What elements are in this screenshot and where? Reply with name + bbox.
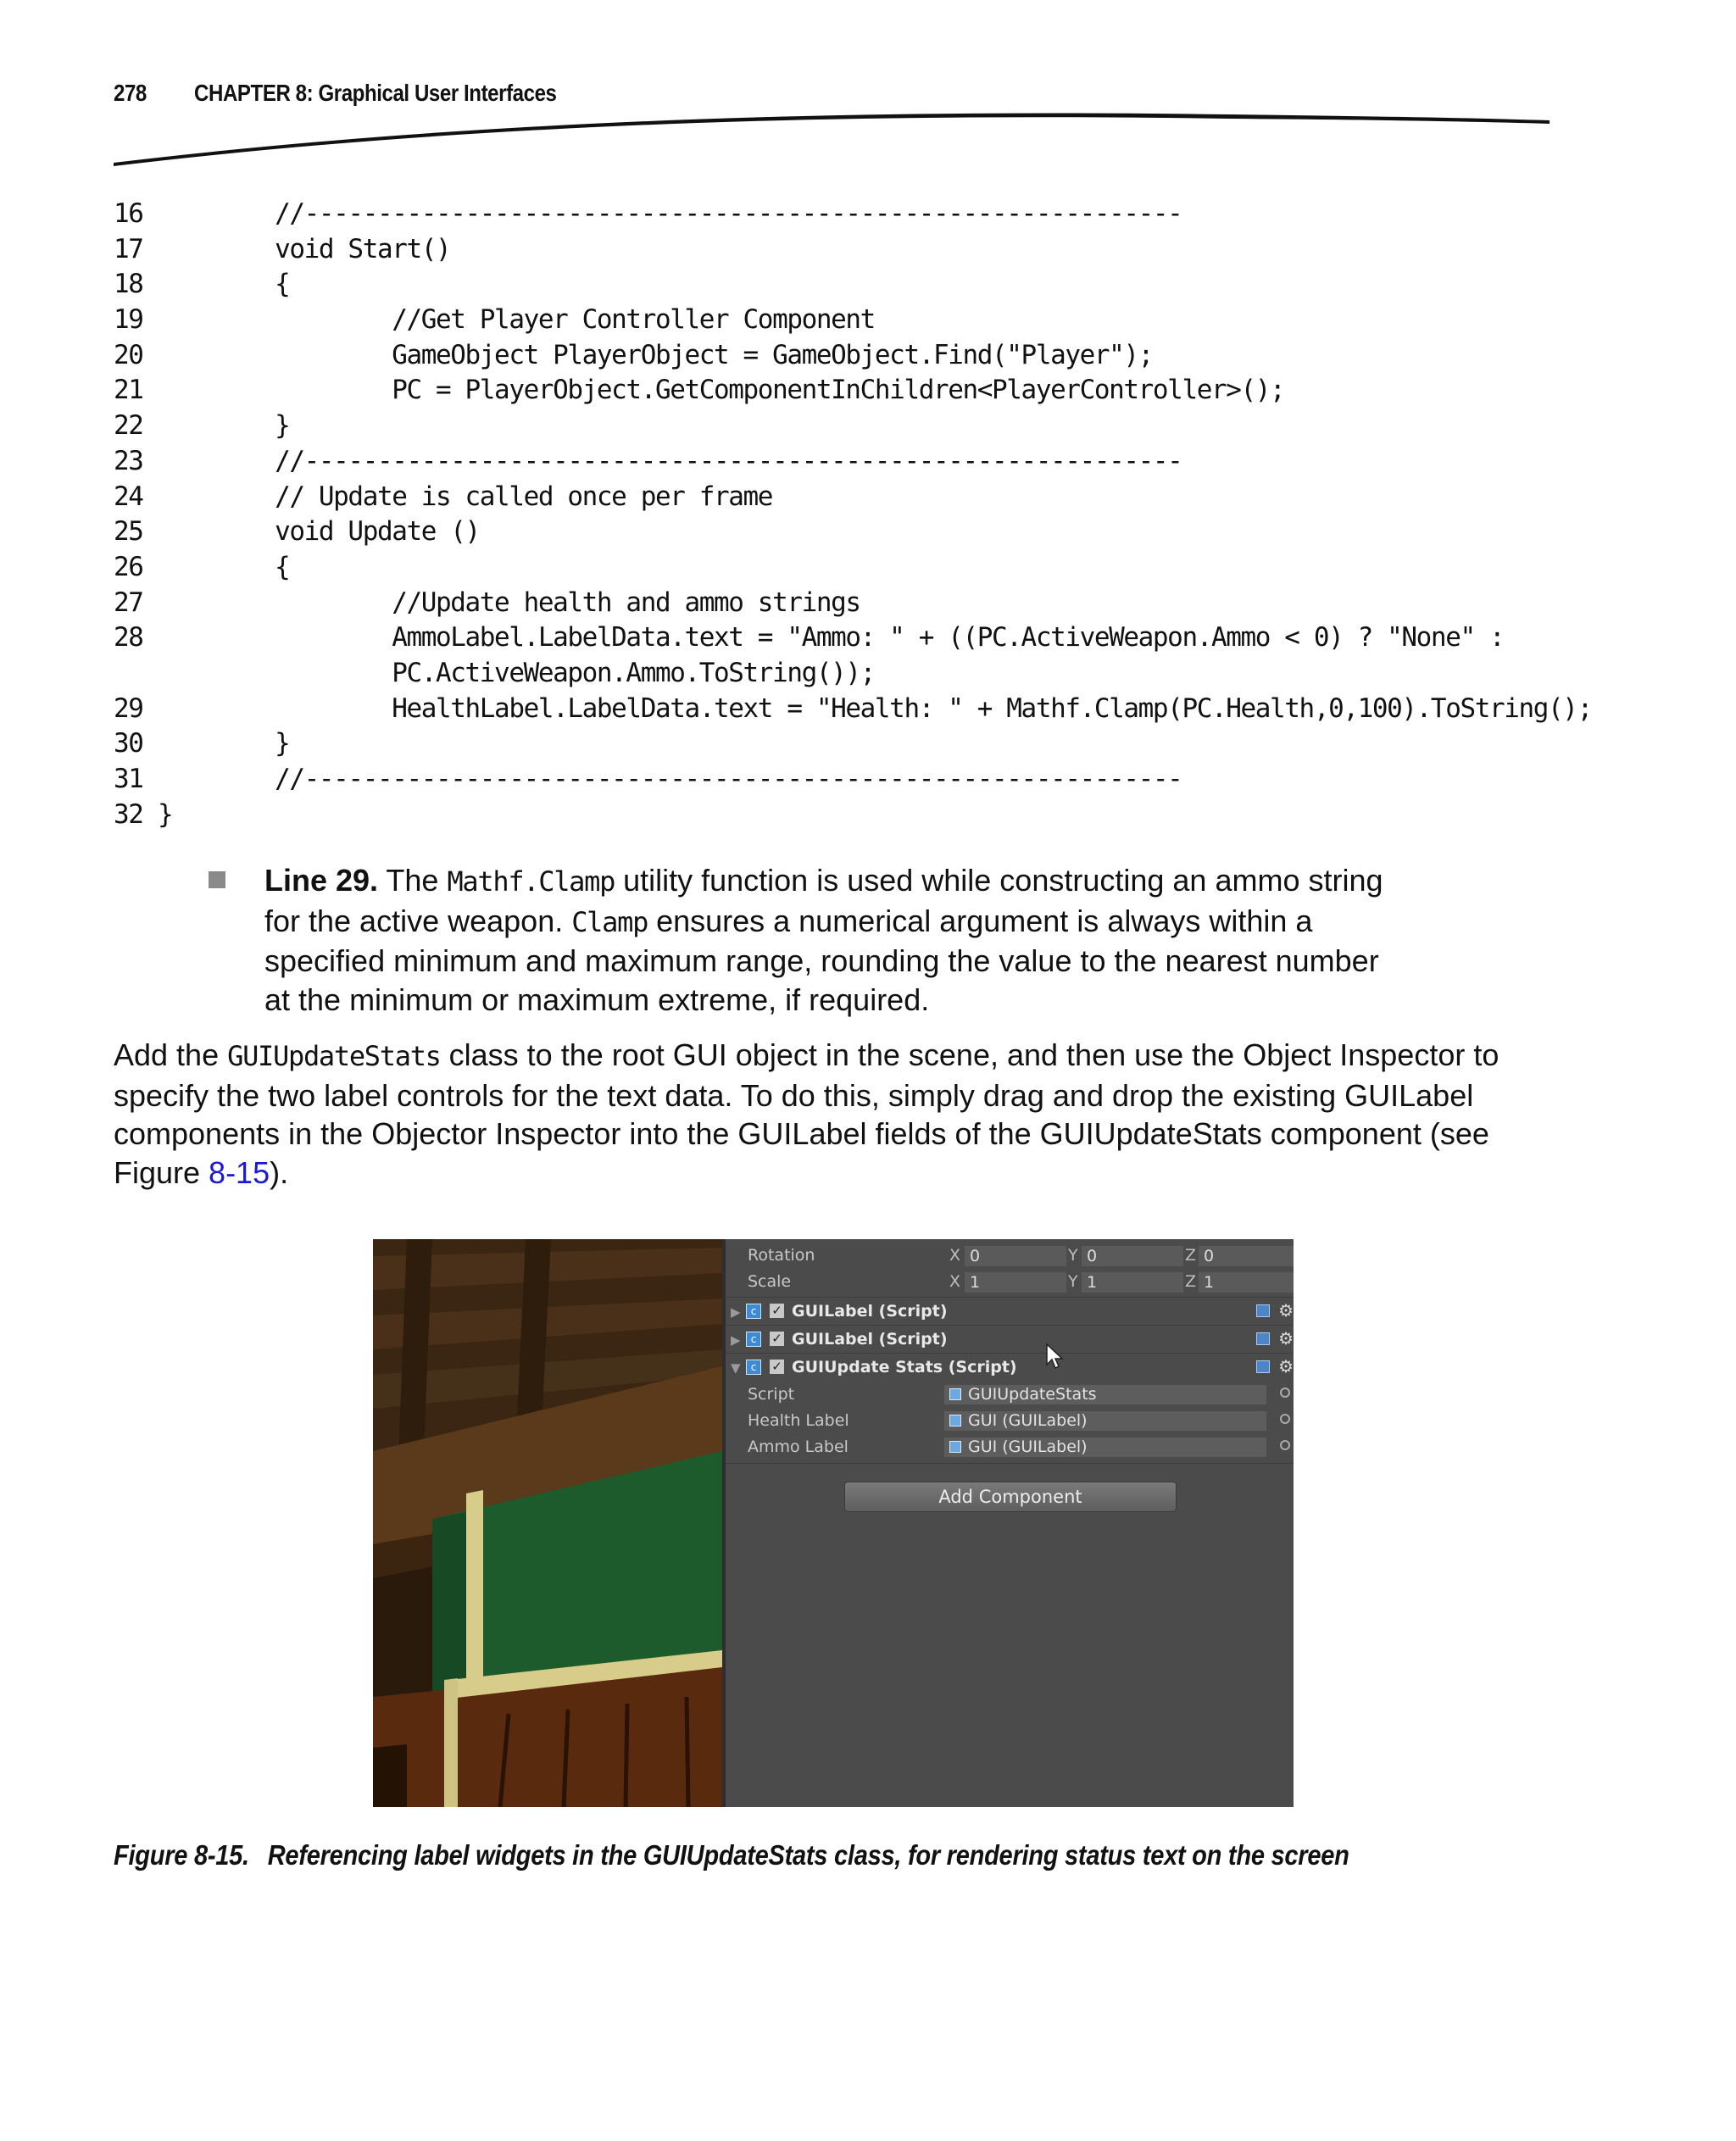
code-text: //------------------------------------------------------------ xyxy=(158,445,1182,476)
bullet-text-part: The xyxy=(378,863,448,898)
scale-y-field[interactable]: 1 xyxy=(1082,1272,1183,1293)
code-line xyxy=(114,303,1555,338)
figure-link[interactable]: 8-15 xyxy=(209,1154,270,1190)
field-value: GUIUpdateStats xyxy=(968,1385,1097,1404)
field-value: GUI (GUILabel) xyxy=(968,1411,1088,1430)
line-number: 24 xyxy=(114,481,143,512)
code-line xyxy=(114,197,1555,232)
scale-z-field[interactable]: 1 xyxy=(1199,1272,1294,1293)
enable-checkbox[interactable]: ✓ xyxy=(770,1304,784,1318)
object-picker-icon[interactable] xyxy=(1280,1387,1290,1398)
bullet-text xyxy=(264,861,1395,1019)
inline-code: Clamp xyxy=(571,905,648,938)
para-text: Add the xyxy=(114,1037,228,1072)
line-number: 18 xyxy=(114,269,143,300)
axis-z-label: Z xyxy=(1185,1272,1197,1291)
line-number: 19 xyxy=(114,304,143,336)
axis-y-label: Y xyxy=(1068,1272,1078,1291)
component-name: GUIUpdate Stats (Script) xyxy=(792,1358,1017,1376)
object-picker-icon[interactable] xyxy=(1280,1414,1290,1424)
component-header-guilabel-1[interactable] xyxy=(726,1299,1294,1324)
health-label-object-field[interactable] xyxy=(944,1411,1266,1431)
component-name: GUILabel (Script) xyxy=(792,1330,948,1349)
component-header-guiupdatestats[interactable] xyxy=(726,1354,1294,1380)
script-asset-icon xyxy=(949,1388,961,1400)
help-book-icon[interactable] xyxy=(1256,1332,1270,1345)
script-icon: c xyxy=(746,1304,761,1319)
rotation-z-field[interactable]: 0 xyxy=(1199,1246,1294,1266)
line-number: 31 xyxy=(114,764,143,794)
ammo-label-field-row xyxy=(726,1434,1294,1460)
game-scene-view xyxy=(373,1239,722,1807)
object-inspector-panel xyxy=(722,1239,1294,1807)
axis-x-label: X xyxy=(949,1246,961,1265)
code-line xyxy=(114,338,1555,374)
line-number: 16 xyxy=(114,198,143,229)
rotation-x-field[interactable]: 0 xyxy=(965,1246,1066,1266)
component-name: GUILabel (Script) xyxy=(792,1302,948,1321)
line-number: 30 xyxy=(114,728,143,759)
code-text: { xyxy=(158,269,290,300)
figure-number: Figure 8-15. xyxy=(114,1839,249,1871)
unity-screenshot-figure xyxy=(373,1239,1294,1807)
code-text: { xyxy=(158,551,290,582)
component-header-guilabel-2[interactable] xyxy=(726,1326,1294,1352)
expand-triangle-icon[interactable]: ▶ xyxy=(731,1304,741,1320)
field-label: Ammo Label xyxy=(748,1438,849,1456)
bullet-text-part: ensures a numerical argument is always within a specified minimum and maximum range, rounding the value to the nearest number at the minimum or maximum extreme, if required. xyxy=(264,903,1379,1017)
scale-x-field[interactable]: 1 xyxy=(965,1272,1066,1293)
component-ref-icon xyxy=(949,1441,961,1453)
code-text: GameObject PlayerObject = GameObject.Find("Player"); xyxy=(158,339,1153,370)
code-text: PC.ActiveWeapon.Ammo.ToString()); xyxy=(158,657,875,688)
rotation-label: Rotation xyxy=(748,1246,815,1265)
expand-triangle-icon[interactable]: ▶ xyxy=(731,1332,741,1348)
line-number: 29 xyxy=(114,692,143,724)
caption-text: Referencing label widgets in the GUIUpdateStats class, for rendering status text on the screen xyxy=(267,1839,1349,1871)
separator xyxy=(726,1353,1294,1354)
inline-code: Mathf.Clamp xyxy=(447,865,615,898)
bullet-text-part: utility function is used while constructing an ammo string for the active weapon. xyxy=(264,863,1383,938)
rotation-row xyxy=(726,1243,1294,1268)
body-paragraph xyxy=(114,1036,1572,1192)
code-text: //Get Player Controller Component xyxy=(158,304,875,336)
script-icon: c xyxy=(746,1360,761,1375)
collapse-triangle-icon[interactable]: ▼ xyxy=(731,1360,741,1376)
code-text: void Update () xyxy=(158,516,480,548)
gear-icon[interactable]: ⚙ xyxy=(1278,1328,1294,1349)
script-object-field[interactable] xyxy=(944,1385,1266,1404)
gear-icon[interactable]: ⚙ xyxy=(1278,1356,1294,1376)
para-text: ). xyxy=(270,1154,289,1190)
line-number: 28 xyxy=(114,622,143,653)
chapter-title: CHAPTER 8: Graphical User Interfaces xyxy=(194,80,557,106)
code-line xyxy=(114,514,1555,550)
line-number: 27 xyxy=(114,587,143,618)
code-line xyxy=(114,656,1555,692)
line-number: 25 xyxy=(114,516,143,548)
bullet-lead: Line 29. xyxy=(264,863,379,898)
component-ref-icon xyxy=(949,1415,961,1426)
gear-icon[interactable]: ⚙ xyxy=(1278,1300,1294,1321)
health-label-field-row xyxy=(726,1408,1294,1433)
code-text: AmmoLabel.LabelData.text = "Ammo: " + ((PC.ActiveWeapon.Ammo < 0) ? "None" : xyxy=(158,622,1505,653)
line-number: 20 xyxy=(114,339,143,370)
axis-z-label: Z xyxy=(1185,1246,1197,1265)
code-line xyxy=(114,762,1555,798)
code-text: void Start() xyxy=(158,233,451,264)
code-text: } xyxy=(158,410,290,442)
code-line xyxy=(114,480,1555,515)
line-number: 32 xyxy=(114,798,143,830)
code-line xyxy=(114,726,1555,762)
help-book-icon[interactable] xyxy=(1256,1360,1270,1373)
code-text: //Update health and ammo strings xyxy=(158,587,860,618)
bullet-note xyxy=(209,861,1395,1019)
separator xyxy=(726,1297,1294,1298)
mouse-cursor-icon xyxy=(1045,1343,1066,1373)
code-text: } xyxy=(158,798,173,830)
header-swoosh-rule xyxy=(0,0,1736,186)
code-line xyxy=(114,373,1555,409)
para-text: class to the root GUI object in the scene, and then use the Object Inspector to specify the two label controls for the text data. To do this, simply drag and drop the existing GUILabel components in the Objector Inspector into the GUILabel fields of the GUIUpdateStats component (see Figure xyxy=(114,1037,1500,1190)
figure-caption xyxy=(114,1839,1382,1871)
code-line xyxy=(114,798,1555,833)
code-line xyxy=(114,267,1555,303)
separator xyxy=(726,1325,1294,1326)
code-text: } xyxy=(158,728,290,759)
scale-row xyxy=(726,1269,1294,1294)
ammo-label-object-field[interactable] xyxy=(944,1438,1266,1457)
code-text: PC = PlayerObject.GetComponentInChildren<PlayerController>(); xyxy=(158,375,1285,406)
page-number: 278 xyxy=(114,80,147,106)
code-listing xyxy=(114,197,1592,832)
axis-x-label: X xyxy=(949,1272,961,1291)
code-line xyxy=(114,444,1555,480)
bullet-square-icon xyxy=(209,871,225,888)
code-text: // Update is called once per frame xyxy=(158,481,773,512)
code-text: //------------------------------------------------------------ xyxy=(158,764,1182,794)
code-line xyxy=(114,692,1592,727)
object-picker-icon[interactable] xyxy=(1280,1440,1290,1450)
code-text: HealthLabel.LabelData.text = "Health: " + Mathf.Clamp(PC.Health,0,100).ToString(); xyxy=(158,692,1592,724)
rotation-y-field[interactable]: 0 xyxy=(1082,1246,1183,1266)
help-book-icon[interactable] xyxy=(1256,1304,1270,1317)
script-icon: c xyxy=(746,1332,761,1347)
separator xyxy=(726,1463,1294,1464)
field-label: Health Label xyxy=(748,1411,849,1430)
code-line xyxy=(114,232,1555,268)
code-line xyxy=(114,550,1555,586)
field-value: GUI (GUILabel) xyxy=(968,1438,1088,1456)
code-line xyxy=(114,620,1555,656)
axis-y-label: Y xyxy=(1068,1246,1078,1265)
enable-checkbox[interactable]: ✓ xyxy=(770,1332,784,1346)
inline-code: GUIUpdateStats xyxy=(227,1040,441,1072)
code-line xyxy=(114,586,1555,621)
add-component-button[interactable]: Add Component xyxy=(844,1482,1177,1512)
script-field-row xyxy=(726,1382,1294,1407)
enable-checkbox[interactable]: ✓ xyxy=(770,1360,784,1374)
line-number: 23 xyxy=(114,445,143,476)
code-text: //------------------------------------------------------------ xyxy=(158,198,1182,229)
line-number: 21 xyxy=(114,375,143,406)
line-number: 17 xyxy=(114,233,143,264)
code-line xyxy=(114,409,1555,444)
scale-label: Scale xyxy=(748,1272,792,1291)
line-number: 22 xyxy=(114,410,143,442)
line-number: 26 xyxy=(114,551,143,582)
field-label: Script xyxy=(748,1385,795,1404)
